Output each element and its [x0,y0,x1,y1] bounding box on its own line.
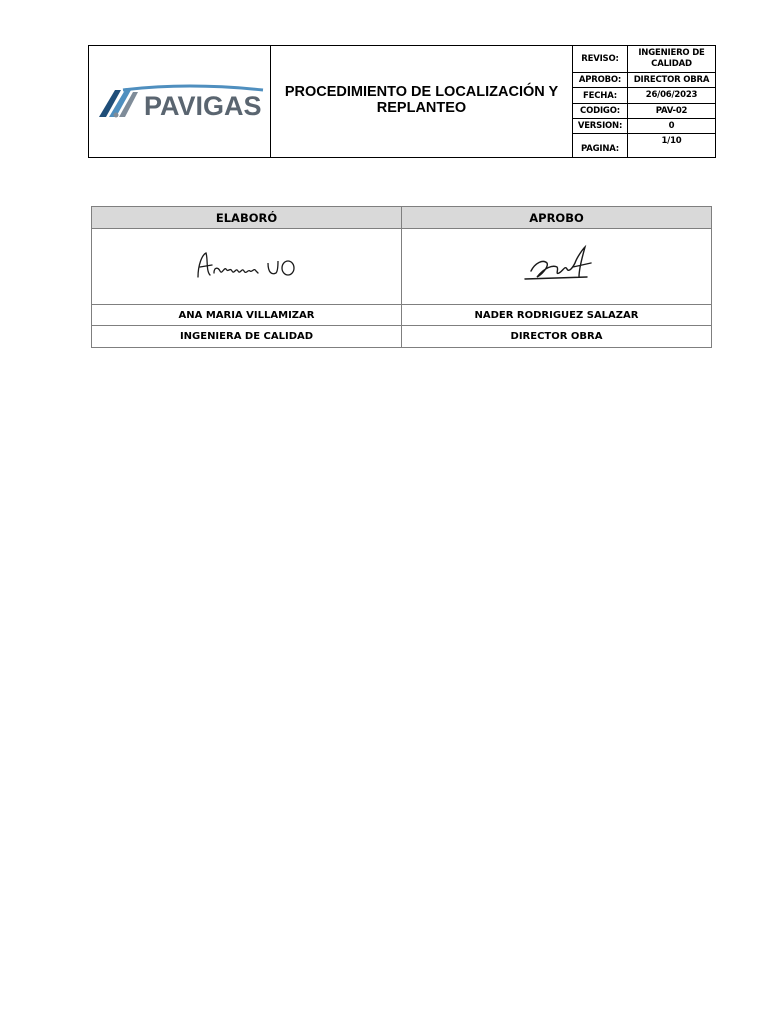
meta-value: DIRECTOR OBRA [633,74,710,85]
meta-value: 26/06/2023 [645,90,698,100]
meta-label: VERSION: [573,119,628,133]
meta-value: PAV-02 [655,105,688,116]
meta-row-aprobo [573,73,715,88]
meta-label: REVISO: [573,46,628,72]
document-title [271,46,573,157]
signature-table [91,206,712,348]
document-header [88,45,716,158]
document-title-text: PROCEDIMIENTO DE LOCALIZACIÓN Y REPLANTEO [284,83,559,116]
aprobo-header: APROBO [402,207,712,229]
logo-cell [89,46,271,157]
aprobo-name: NADER RODRIGUEZ SALAZAR [402,305,712,326]
meta-label: PAGINA: [573,134,628,157]
meta-label: APROBO: [573,73,628,87]
elaboro-signature [192,245,302,285]
elaboro-name: ANA MARIA VILLAMIZAR [92,305,402,326]
meta-row-reviso [573,46,715,73]
meta-label: FECHA: [573,88,628,103]
meta-label: CODIGO: [573,104,628,118]
meta-value: 0 [668,120,675,131]
aprobo-signature [517,243,597,287]
signature-header-row [92,207,712,229]
meta-value: 1/10 [661,136,682,146]
aprobo-role: DIRECTOR OBRA [402,326,712,348]
meta-row-pagina [573,134,715,157]
meta-row-fecha [573,88,715,104]
signature-row [92,229,712,305]
elaboro-role: INGENIERA DE CALIDAD [92,326,402,348]
meta-row-codigo [573,104,715,119]
elaboro-header: ELABORÓ [92,207,402,229]
elaboro-signature-cell [92,229,402,305]
signature-role-row [92,326,712,348]
meta-row-version [573,119,715,134]
signature-name-row [92,305,712,326]
logo-wordmark: PAVIGAS [144,91,262,121]
meta-value: INGENIERO DE CALIDAD [638,48,705,69]
document-meta [573,46,715,157]
pavigas-logo [97,84,265,126]
aprobo-signature-cell [402,229,712,305]
